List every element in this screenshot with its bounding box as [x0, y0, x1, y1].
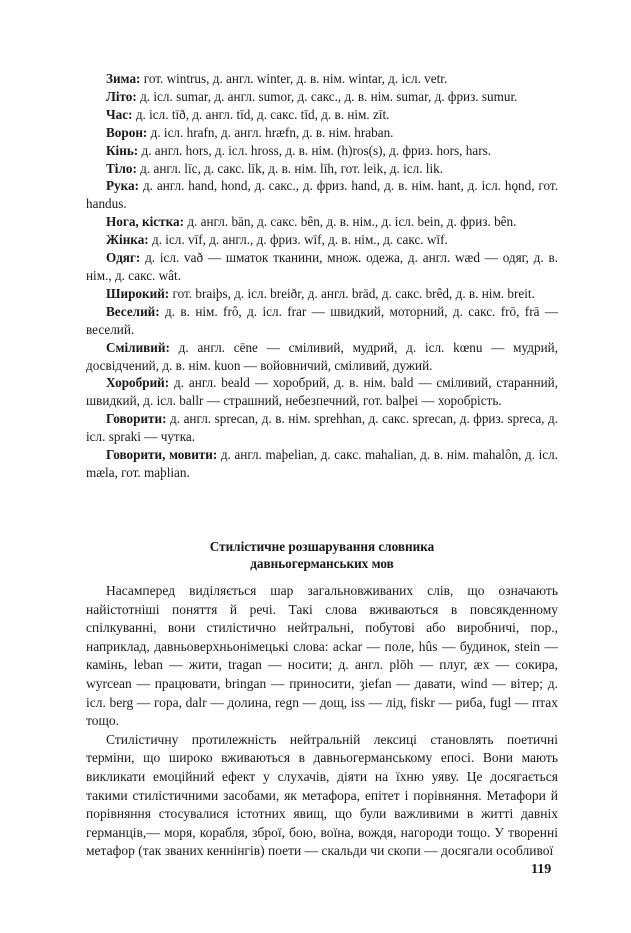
section-heading-line: давньогерманських мов: [250, 556, 394, 571]
entry-text: д. ісл. vað — шматок тканини, множ. одежа, д. англ. wæd — одяг, д. в. нім., д. сакс. wât.: [86, 250, 558, 283]
entry-headword: Ворон:: [106, 124, 148, 140]
entry-text: д. англ. sprecan, д. в. нім. sprehhan, д. сакс. sprecan, д. фриз. spreca, д. ісл. spraki — чутка.: [86, 411, 558, 445]
glossary-entry: [86, 374, 558, 410]
paragraph: Стилістичну протилежність нейтральній лексиці становлять поетичні терміни, що широко вживаються в давньогерманському епосі. Вони мають викликати емоційний ефект у слухачів, діяти на їхню уяву. Це досягається такими стилістичними засобами, як метафора, епітет і порівняння. Метафори й порівняння стосувалися істотних явищ, що були важливими в житті давніх германців,— моря, корабля, зброї, бою, воїна, вождя, нагороди тощо. У творенні метафор (так званих кеннінгів) поети — скальди чи скопи — досягали особливої: [86, 731, 558, 859]
entry-text: д. ісл. hrafn, д. англ. hræfn, д. в. нім. hraban.: [147, 124, 394, 140]
entry-headword: Широкий:: [106, 285, 170, 301]
entry-headword: Тіло:: [106, 160, 137, 176]
glossary-entries: [86, 70, 558, 482]
glossary-entry: [86, 339, 558, 375]
entry-text: д. англ. bān, д. сакс. bên, д. в. нім., д. ісл. bein, д. фриз. bên.: [184, 214, 517, 230]
glossary-entry: [86, 213, 558, 231]
section-heading-line: Стилістичне розшарування словника: [209, 539, 435, 554]
entry-text: д. англ. hand, hond, д. сакс., д. фриз. hand, д. в. нім. hant, д. ісл. hǫnd, гот. handus.: [86, 178, 558, 212]
entry-text: д. ісл. vīf, д. англ., д. фриз. wīf, д. в. нім., д. сакс. wīf.: [148, 232, 448, 248]
entry-text: гот. wintrus, д. англ. winter, д. в. нім. wintar, д. ісл. vetr.: [140, 71, 448, 86]
entry-text: гот. braiþs, д. ісл. breiðr, д. англ. brād, д. сакс. brêd, д. в. нім. breit.: [169, 285, 535, 301]
entry-text: д. англ. līc, д. сакс. līk, д. в. нім. līh, гот. leik, д. ісл. lik.: [136, 160, 444, 176]
glossary-entry: [86, 88, 558, 106]
paragraph: Насамперед виділяється шар загальновживаних слів, що означають найістотніші поняття й речі. Такі слова вживаються в повсякденному спілкуванні, вони стилістично нейтральні, побутові або виробничі, пор., наприклад, давньоверхньонімецькі слова: ackar — поле, hûs — будинок, stein — камінь, leban — жити, tragan — носити; д. англ. plōh — плуг, æx — сокира, wyrcean — працювати, bringan — приносити, ȝiefan — давати, wind — вітер; д. ісл. berg — гора, dalr — долина, regn — дощ, iss — лід, fiskr — риба, fugl — птах тощо.: [86, 583, 558, 729]
glossary-entry: [86, 285, 558, 303]
entry-headword: Говорити, мовити:: [106, 447, 218, 463]
entry-text: д. ісл. sumar, д. англ. sumor, д. сакс., д. в. нім. sumar, д. фриз. sumur.: [136, 88, 518, 104]
entry-text: д. англ. cēne — сміливий, мудрий, д. ісл. kœnu — мудрий, досвідчений, д. в. нім. kuon — войовничий, сміливий, дужий.: [86, 339, 558, 373]
entry-text: д. в. нім. frô, д. ісл. frar — швидкий, моторний, д. сакс. frō, frā — веселий.: [86, 303, 558, 337]
entry-headword: Зима:: [106, 71, 141, 86]
entry-headword: Веселий:: [106, 303, 160, 319]
glossary-entry: [86, 410, 558, 446]
entry-text: д. англ. maþelian, д. сакс. mahalian, д. в. нім. mahalôn, д. ісл. mæla, гот. maþlian.: [86, 447, 558, 480]
entry-text: д. англ. beald — хоробрий, д. в. нім. bald — сміливий, старанний, швидкий, д. ісл. ballr — страшний, небезпечний, гот. balþei — хоробрість.: [86, 375, 558, 409]
entry-headword: Сміливий:: [106, 339, 170, 355]
glossary-entry: [86, 124, 558, 142]
section-heading: [86, 538, 558, 572]
entry-headword: Говорити:: [106, 411, 167, 427]
glossary-entry: [86, 303, 558, 339]
entry-headword: Нога, кістка:: [106, 214, 185, 230]
entry-headword: Жінка:: [106, 232, 149, 248]
glossary-entry: [86, 249, 558, 285]
entry-headword: Хоробрий:: [106, 375, 170, 391]
entry-headword: Час:: [106, 106, 133, 122]
glossary-entry: [86, 231, 558, 249]
entry-headword: Одяг:: [106, 250, 141, 266]
entry-headword: Кінь:: [106, 142, 139, 158]
entry-text: д. ісл. tīð, д. англ. tīd, д. сакс. tīd, д. в. нім. zīt.: [132, 106, 390, 122]
glossary-entry: [86, 70, 558, 88]
entry-text: д. англ. hors, д. ісл. hross, д. в. нім. (h)ros(s), д. фриз. hors, hars.: [138, 142, 492, 158]
entry-headword: Літо:: [106, 88, 137, 104]
glossary-entry: [86, 142, 558, 160]
entry-headword: Рука:: [106, 178, 140, 194]
body-text: [86, 582, 558, 861]
glossary-entry: [86, 106, 558, 124]
glossary-entry: [86, 160, 558, 178]
glossary-entry: [86, 446, 558, 482]
glossary-entry: [86, 177, 558, 213]
page-number: 119: [531, 862, 552, 877]
